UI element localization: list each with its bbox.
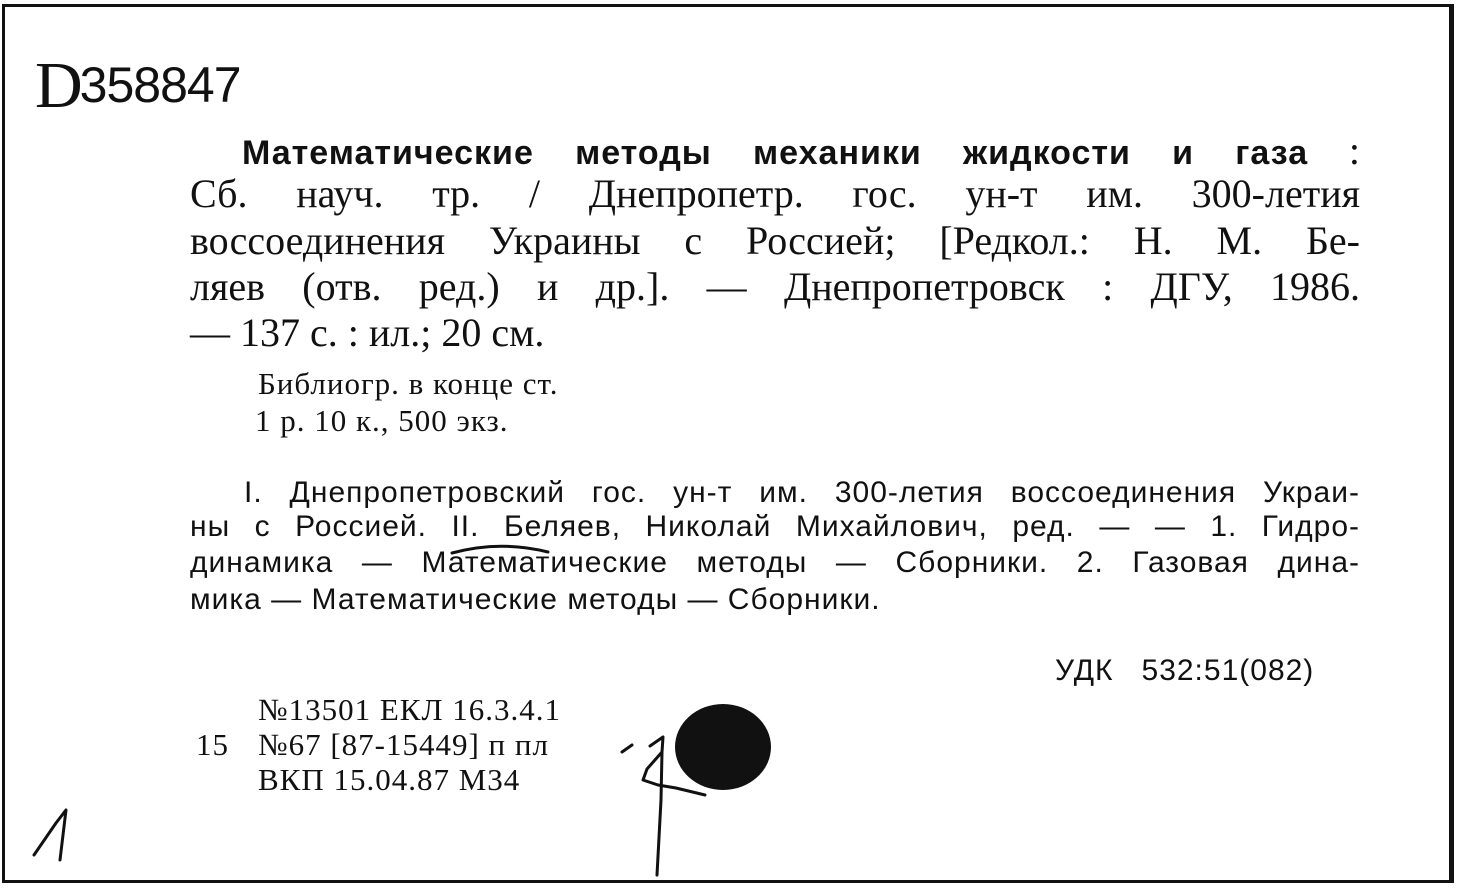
handwritten-seven bbox=[643, 737, 705, 795]
handwritten-stroke bbox=[657, 752, 662, 875]
bibliography-note: Библиогр. в конце ст. bbox=[258, 366, 559, 401]
subject-line-3: динамика — Математические методы — Сборники. 2. Газовая дина- bbox=[190, 546, 1360, 579]
imprint-prefix: 15 bbox=[196, 727, 229, 762]
subject-line-2: ны с Россией. II. Беляев, Николай Михайлович, ред. — — 1. Гидро- bbox=[190, 510, 1360, 543]
handwritten-arc bbox=[452, 546, 548, 553]
imprint-line-3: ВКП 15.04.87 М34 bbox=[258, 762, 521, 797]
price-note: 1 р. 10 к., 500 экз. bbox=[255, 403, 509, 438]
record-line-2: Сб. науч. тр. / Днепропетр. гос. ун-т им. 300-летия bbox=[190, 171, 1360, 216]
subject-line-1: I. Днепропетровский гос. ун-т им. 300-летия воссоединения Украи- bbox=[244, 476, 1360, 509]
shelfmark-letter: D bbox=[35, 49, 82, 122]
subject-line-4: мика — Математические методы — Сборники. bbox=[190, 583, 881, 616]
shelfmark-number: 358847 bbox=[79, 57, 241, 113]
udc-code: УДК 532:51(082) bbox=[1055, 654, 1315, 687]
record-title-separator: : bbox=[1308, 128, 1360, 173]
handwritten-one-left bbox=[34, 810, 66, 860]
record-line-3: воссоединения Украины с Россией; [Редкол.: Н. М. Бе- bbox=[190, 218, 1360, 263]
record-line-4: ляев (отв. ред.) и др.]. — Днепропетровск : ДГУ, 1986. bbox=[190, 264, 1360, 309]
record-title: Математические методы механики жидкости и газа bbox=[242, 134, 1309, 172]
handwritten-tick bbox=[622, 745, 632, 752]
record-line-5: — 137 с. : ил.; 20 см. bbox=[190, 310, 545, 355]
imprint-line-1: №13501 ЕКЛ 16.3.4.1 bbox=[258, 692, 561, 727]
imprint-line-2: №67 [87-15449] п пл bbox=[258, 727, 549, 762]
